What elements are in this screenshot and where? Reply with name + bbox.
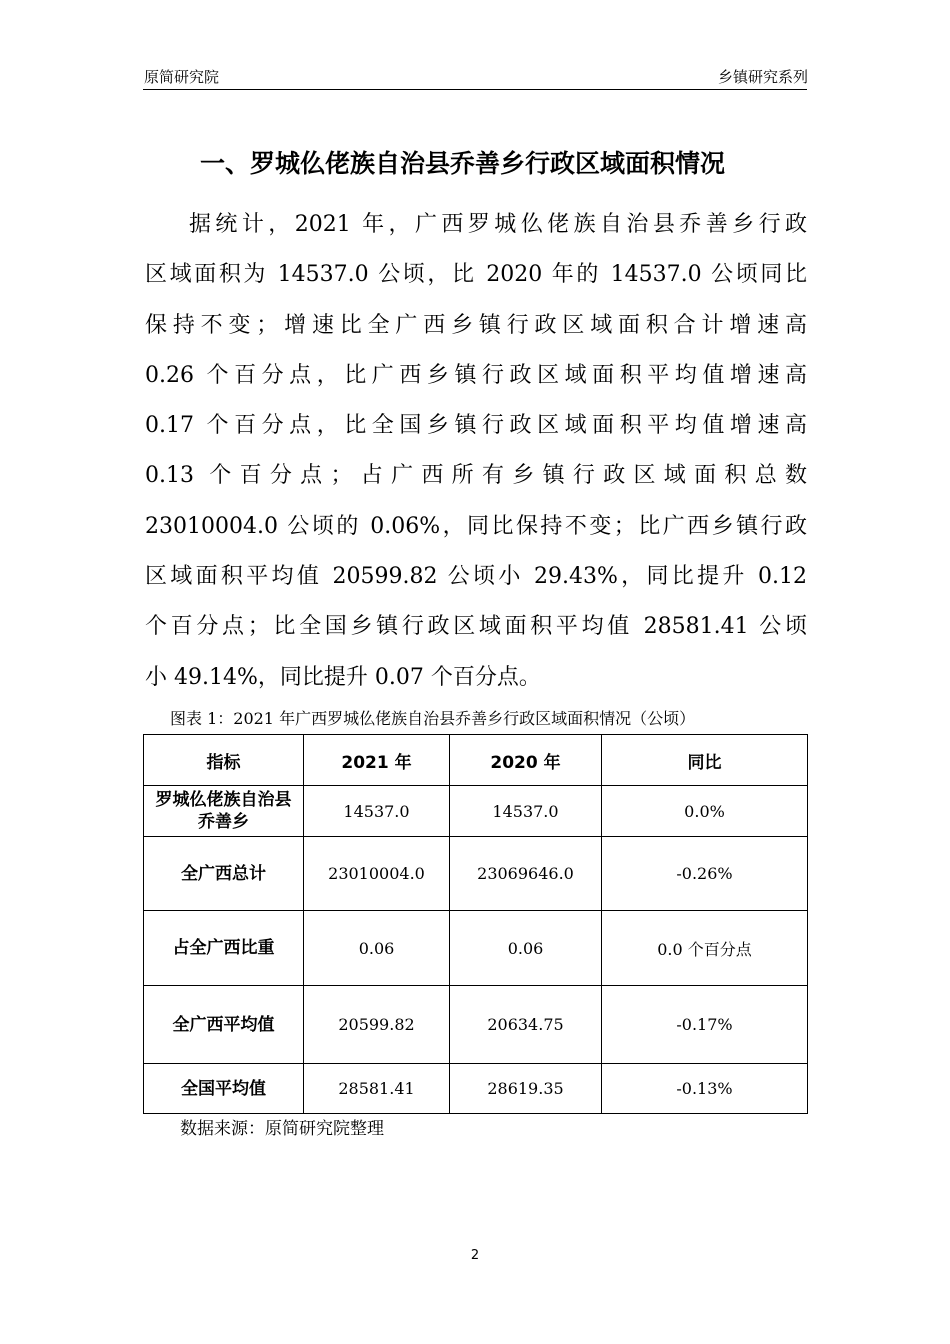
column-header-2021: 2021 年: [304, 735, 450, 786]
row-label: 全国平均值: [144, 1064, 304, 1114]
paragraph-line: 0.26 个百分点，比广西乡镇行政区域面积平均值增速高: [145, 362, 807, 388]
table-row: [144, 786, 808, 837]
paragraph-line: 小 49.14%，同比提升 0.07 个百分点。: [145, 664, 541, 690]
column-header-indicator: 指标: [144, 735, 304, 786]
cell-2020: 14537.0: [450, 786, 602, 837]
cell-2020: 23069646.0: [450, 837, 602, 911]
cell-2021: 20599.82: [304, 986, 450, 1064]
body-paragraph: [145, 200, 807, 703]
paragraph-line: 区域面积为 14537.0 公顷，比 2020 年的 14537.0 公顷同比: [145, 262, 807, 288]
cell-yoy: -0.26%: [602, 837, 808, 911]
cell-2020: 28619.35: [450, 1064, 602, 1114]
paragraph-line: 0.17 个百分点，比全国乡镇行政区域面积平均值增速高: [145, 413, 807, 439]
paragraph-line: 0.13 个百分点；占广西所有乡镇行政区域面积总数: [145, 463, 807, 489]
cell-2020: 0.06: [450, 911, 602, 986]
paragraph-line: 区域面积平均值 20599.82 公顷小 29.43%，同比提升 0.12: [145, 564, 807, 590]
row-label: 全广西总计: [144, 837, 304, 911]
header-series-name: 乡镇研究系列: [717, 68, 808, 86]
column-header-2020: 2020 年: [450, 735, 602, 786]
table-row: [144, 986, 808, 1064]
paragraph-line: 保持不变；增速比全广西乡镇行政区域面积合计增速高: [145, 312, 807, 338]
cell-2021: 23010004.0: [304, 837, 450, 911]
cell-2021: 14537.0: [304, 786, 450, 837]
table-caption: 图表 1：2021 年广西罗城仫佬族自治县乔善乡行政区域面积情况（公顷）: [170, 709, 696, 728]
cell-yoy: 0.0 个百分点: [602, 911, 808, 986]
table-row: [144, 911, 808, 986]
header-rule: [143, 89, 807, 90]
table-row: [144, 837, 808, 911]
cell-2021: 28581.41: [304, 1064, 450, 1114]
column-header-yoy: 同比: [602, 735, 808, 786]
data-source-note: 数据来源：原简研究院整理: [180, 1119, 384, 1139]
row-label: 罗城仫佬族自治县乔善乡: [144, 786, 304, 837]
cell-2020: 20634.75: [450, 986, 602, 1064]
row-label: 占全广西比重: [144, 911, 304, 986]
table-row: [144, 1064, 808, 1114]
section-title: 一、罗城仫佬族自治县乔善乡行政区域面积情况: [200, 149, 726, 178]
table-header-row: [144, 735, 808, 786]
paragraph-line: 据统计，2021 年，广西罗城仫佬族自治县乔善乡行政: [189, 212, 807, 237]
header-org-name: 原简研究院: [144, 68, 220, 86]
paragraph-line: 23010004.0 公顷的 0.06%，同比保持不变；比广西乡镇行政: [145, 513, 807, 539]
row-label: 全广西平均值: [144, 986, 304, 1064]
cell-yoy: -0.13%: [602, 1064, 808, 1114]
page-number: 2: [470, 1248, 480, 1263]
paragraph-line: 个百分点；比全国乡镇行政区域面积平均值 28581.41 公顷: [145, 614, 807, 640]
cell-2021: 0.06: [304, 911, 450, 986]
area-table: [143, 734, 808, 1114]
cell-yoy: -0.17%: [602, 986, 808, 1064]
cell-yoy: 0.0%: [602, 786, 808, 837]
